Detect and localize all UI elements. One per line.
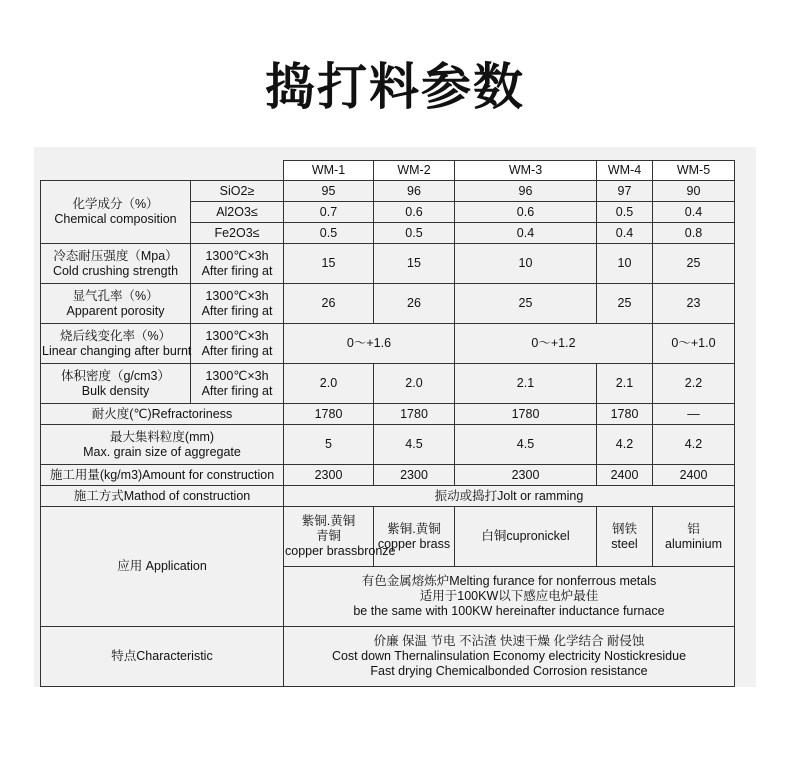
refractoriness-wm4: 1780 [597, 404, 653, 425]
characteristic-value: 价廉 保温 节电 不沾渣 快速干燥 化学结合 耐侵蚀 Cost down Thernalinsulation Economy electricity Nostickresidue Fast drying Chemicalbonded Corrosion resistance [284, 627, 735, 687]
refractoriness-label: 耐火度(℃)Refractoriness [41, 404, 284, 425]
porosity-wm2: 26 [374, 284, 455, 324]
fe2o3-wm3: 0.4 [455, 223, 597, 244]
crushing-wm1: 15 [284, 244, 374, 284]
grain-size-label: 最大集料粒度(mm) Max. grain size of aggregate [41, 425, 284, 465]
crushing-wm3: 10 [455, 244, 597, 284]
grain-wm2: 4.5 [374, 425, 455, 465]
amount-wm3: 2300 [455, 465, 597, 486]
crushing-wm2: 15 [374, 244, 455, 284]
sio2-wm1: 95 [284, 181, 374, 202]
page-title: 捣打料参数 [265, 58, 525, 116]
grain-wm5: 4.2 [653, 425, 735, 465]
density-wm5: 2.2 [653, 364, 735, 404]
linear-wm1-wm2: 0～+1.6 [284, 324, 455, 364]
refractoriness-wm2: 1780 [374, 404, 455, 425]
sio2-wm2: 96 [374, 181, 455, 202]
crushing-wm5: 25 [653, 244, 735, 284]
linear-wm3-wm4: 0～+1.2 [455, 324, 653, 364]
porosity-wm4: 25 [597, 284, 653, 324]
table-row-application [41, 507, 735, 567]
amount-wm2: 2300 [374, 465, 455, 486]
refractoriness-wm3: 1780 [455, 404, 597, 425]
porosity-wm3: 25 [455, 284, 597, 324]
table-row-sio2 [41, 181, 735, 202]
amount-wm1: 2300 [284, 465, 374, 486]
al2o3-label: Al2O3≤ [191, 202, 284, 223]
table-row-linear [41, 324, 735, 364]
header-wm3: WM-3 [455, 161, 597, 181]
crushing-condition: 1300℃×3h After firing at [191, 244, 284, 284]
application-notes: 有色金属熔炼炉Melting furance for nonferrous metals 适用于100KW以下感应电炉最佳 be the same with 100KW hereinafter inductance furnace [284, 567, 735, 627]
density-wm2: 2.0 [374, 364, 455, 404]
bulk-density-label: 体积密度（g/cm3） Bulk density [41, 364, 191, 404]
refractoriness-wm1: 1780 [284, 404, 374, 425]
linear-change-label: 烧后线变化率（%） Linear changing after burnt [41, 324, 191, 364]
table-row-grain [41, 425, 735, 465]
fe2o3-label: Fe2O3≤ [191, 223, 284, 244]
header-wm1: WM-1 [284, 161, 374, 181]
chemical-composition-label: 化学成分（%） Chemical composition [41, 181, 191, 244]
porosity-condition: 1300℃×3h After firing at [191, 284, 284, 324]
header-wm4: WM-4 [597, 161, 653, 181]
density-wm1: 2.0 [284, 364, 374, 404]
application-wm1: 紫铜.黄铜 青铜 copper brassbronze [284, 507, 374, 567]
al2o3-wm3: 0.6 [455, 202, 597, 223]
table-row-characteristic [41, 627, 735, 687]
application-wm2: 紫铜.黄铜 copper brass [374, 507, 455, 567]
characteristic-label: 特点Characteristic [41, 627, 284, 687]
fe2o3-wm2: 0.5 [374, 223, 455, 244]
header-blank-cell [41, 161, 284, 181]
al2o3-wm2: 0.6 [374, 202, 455, 223]
amount-wm5: 2400 [653, 465, 735, 486]
density-wm3: 2.1 [455, 364, 597, 404]
header-wm2: WM-2 [374, 161, 455, 181]
method-value: 振动或捣打Jolt or ramming [284, 486, 735, 507]
density-wm4: 2.1 [597, 364, 653, 404]
refractoriness-wm5: — [653, 404, 735, 425]
porosity-wm1: 26 [284, 284, 374, 324]
application-label: 应用 Application [41, 507, 284, 627]
table-header-row [41, 161, 735, 181]
linear-wm5: 0～+1.0 [653, 324, 735, 364]
method-label: 施工方式Mathod of construction [41, 486, 284, 507]
sio2-wm3: 96 [455, 181, 597, 202]
density-condition: 1300℃×3h After firing at [191, 364, 284, 404]
spec-table [40, 160, 735, 687]
header-wm5: WM-5 [653, 161, 735, 181]
sio2-wm5: 90 [653, 181, 735, 202]
sio2-label: SiO2≥ [191, 181, 284, 202]
grain-wm1: 5 [284, 425, 374, 465]
porosity-wm5: 23 [653, 284, 735, 324]
amount-wm4: 2400 [597, 465, 653, 486]
application-wm3: 白铜cupronickel [455, 507, 597, 567]
fe2o3-wm4: 0.4 [597, 223, 653, 244]
table-row-method [41, 486, 735, 507]
application-wm4: 钢铁 steel [597, 507, 653, 567]
fe2o3-wm1: 0.5 [284, 223, 374, 244]
al2o3-wm1: 0.7 [284, 202, 374, 223]
grain-wm4: 4.2 [597, 425, 653, 465]
grain-wm3: 4.5 [455, 425, 597, 465]
table-row-refractoriness [41, 404, 735, 425]
table-row-amount [41, 465, 735, 486]
al2o3-wm4: 0.5 [597, 202, 653, 223]
al2o3-wm5: 0.4 [653, 202, 735, 223]
table-row-crushing [41, 244, 735, 284]
table-row-porosity [41, 284, 735, 324]
porosity-label: 显气孔率（%） Apparent porosity [41, 284, 191, 324]
crushing-wm4: 10 [597, 244, 653, 284]
table-row-density [41, 364, 735, 404]
amount-label: 施工用量(kg/m3)Amount for construction [41, 465, 284, 486]
sio2-wm4: 97 [597, 181, 653, 202]
application-wm5: 铝 aluminium [653, 507, 735, 567]
fe2o3-wm5: 0.8 [653, 223, 735, 244]
crushing-strength-label: 冷态耐压强度（Mpa） Cold crushing strength [41, 244, 191, 284]
linear-condition: 1300℃×3h After firing at [191, 324, 284, 364]
